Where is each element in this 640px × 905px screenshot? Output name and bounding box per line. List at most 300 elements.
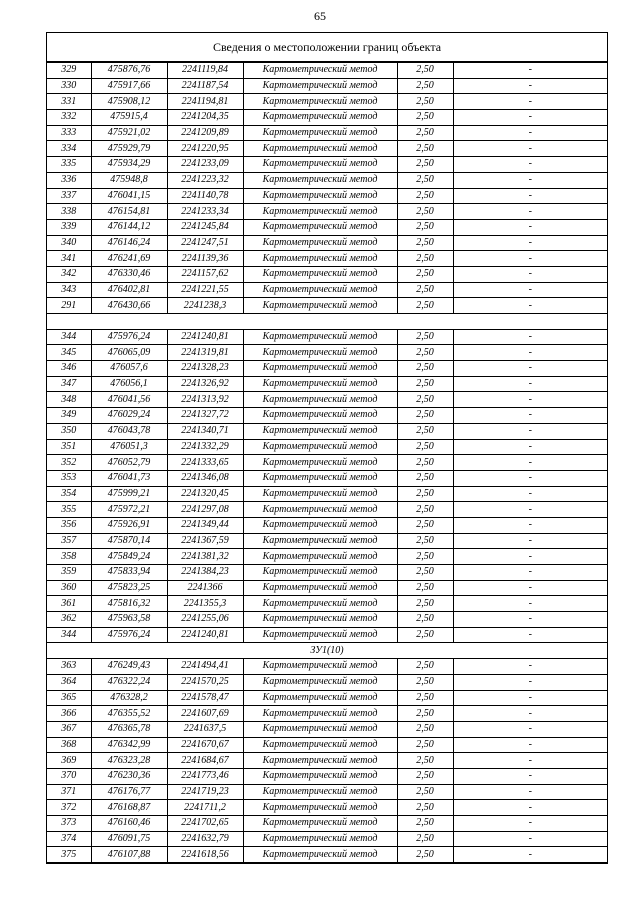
description-cell: - <box>453 565 607 581</box>
x-coordinate-cell: 475972,21 <box>91 502 167 518</box>
point-number-cell: 336 <box>47 172 91 188</box>
accuracy-cell: 2,50 <box>397 768 453 784</box>
description-cell: - <box>453 737 607 753</box>
table-row <box>47 486 607 502</box>
method-cell: Картометрический метод <box>243 408 397 424</box>
point-number-cell: 341 <box>47 251 91 267</box>
method-cell: Картометрический метод <box>243 298 397 314</box>
description-cell: - <box>453 157 607 173</box>
accuracy-cell: 2,50 <box>397 78 453 94</box>
table-row <box>47 219 607 235</box>
table-row <box>47 612 607 628</box>
point-number-cell: 358 <box>47 549 91 565</box>
accuracy-cell: 2,50 <box>397 141 453 157</box>
description-cell: - <box>453 580 607 596</box>
description-cell: - <box>453 408 607 424</box>
method-cell: Картометрический метод <box>243 439 397 455</box>
x-coordinate-cell: 476043,78 <box>91 423 167 439</box>
description-cell: - <box>453 204 607 220</box>
accuracy-cell: 2,50 <box>397 376 453 392</box>
y-coordinate-cell: 2241240,81 <box>167 627 243 643</box>
description-cell: - <box>453 831 607 847</box>
method-cell: Картометрический метод <box>243 784 397 800</box>
point-number-cell: 348 <box>47 392 91 408</box>
y-coordinate-cell: 2241187,54 <box>167 78 243 94</box>
x-coordinate-cell: 476041,56 <box>91 392 167 408</box>
x-coordinate-cell: 475876,76 <box>91 63 167 79</box>
x-coordinate-cell: 475823,25 <box>91 580 167 596</box>
table-row <box>47 737 607 753</box>
accuracy-cell: 2,50 <box>397 831 453 847</box>
x-coordinate-cell: 476355,52 <box>91 706 167 722</box>
table-row <box>47 816 607 832</box>
table-row <box>47 706 607 722</box>
accuracy-cell: 2,50 <box>397 235 453 251</box>
x-coordinate-cell: 476041,73 <box>91 470 167 486</box>
method-cell: Картометрический метод <box>243 329 397 345</box>
x-coordinate-cell: 475999,21 <box>91 486 167 502</box>
accuracy-cell: 2,50 <box>397 219 453 235</box>
y-coordinate-cell: 2241240,81 <box>167 329 243 345</box>
description-cell: - <box>453 392 607 408</box>
description-cell: - <box>453 753 607 769</box>
point-number-cell: 330 <box>47 78 91 94</box>
section-label: ЗУ1(10) <box>47 643 607 659</box>
point-number-cell: 350 <box>47 423 91 439</box>
method-cell: Картометрический метод <box>243 706 397 722</box>
description-cell: - <box>453 361 607 377</box>
method-cell: Картометрический метод <box>243 690 397 706</box>
y-coordinate-cell: 2241346,08 <box>167 470 243 486</box>
y-coordinate-cell: 2241637,5 <box>167 721 243 737</box>
x-coordinate-cell: 475833,94 <box>91 565 167 581</box>
accuracy-cell: 2,50 <box>397 612 453 628</box>
accuracy-cell: 2,50 <box>397 721 453 737</box>
description-cell: - <box>453 188 607 204</box>
table-row <box>47 502 607 518</box>
accuracy-cell: 2,50 <box>397 329 453 345</box>
point-number-cell: 339 <box>47 219 91 235</box>
table-row <box>47 847 607 863</box>
description-cell: - <box>453 282 607 298</box>
accuracy-cell: 2,50 <box>397 439 453 455</box>
x-coordinate-cell: 476323,28 <box>91 753 167 769</box>
table-row <box>47 549 607 565</box>
point-number-cell: 369 <box>47 753 91 769</box>
table-row <box>47 345 607 361</box>
table-row <box>47 266 607 282</box>
y-coordinate-cell: 2241220,95 <box>167 141 243 157</box>
method-cell: Картометрический метод <box>243 141 397 157</box>
accuracy-cell: 2,50 <box>397 63 453 79</box>
x-coordinate-cell: 476029,24 <box>91 408 167 424</box>
y-coordinate-cell: 2241157,62 <box>167 266 243 282</box>
y-coordinate-cell: 2241381,32 <box>167 549 243 565</box>
y-coordinate-cell: 2241328,23 <box>167 361 243 377</box>
method-cell: Картометрический метод <box>243 753 397 769</box>
accuracy-cell: 2,50 <box>397 172 453 188</box>
y-coordinate-cell: 2241139,36 <box>167 251 243 267</box>
x-coordinate-cell: 476342,99 <box>91 737 167 753</box>
x-coordinate-cell: 475934,29 <box>91 157 167 173</box>
description-cell: - <box>453 63 607 79</box>
description-cell: - <box>453 141 607 157</box>
y-coordinate-cell: 2241320,45 <box>167 486 243 502</box>
description-cell: - <box>453 235 607 251</box>
point-number-cell: 331 <box>47 94 91 110</box>
accuracy-cell: 2,50 <box>397 706 453 722</box>
accuracy-cell: 2,50 <box>397 502 453 518</box>
point-number-cell: 361 <box>47 596 91 612</box>
method-cell: Картометрический метод <box>243 78 397 94</box>
point-number-cell: 372 <box>47 800 91 816</box>
x-coordinate-cell: 476065,09 <box>91 345 167 361</box>
method-cell: Картометрический метод <box>243 251 397 267</box>
method-cell: Картометрический метод <box>243 361 397 377</box>
x-coordinate-cell: 476160,46 <box>91 816 167 832</box>
point-number-cell: 363 <box>47 659 91 675</box>
y-coordinate-cell: 2241632,79 <box>167 831 243 847</box>
accuracy-cell: 2,50 <box>397 110 453 126</box>
y-coordinate-cell: 2241333,65 <box>167 455 243 471</box>
x-coordinate-cell: 475915,4 <box>91 110 167 126</box>
method-cell: Картометрический метод <box>243 580 397 596</box>
table-row <box>47 831 607 847</box>
description-cell: - <box>453 251 607 267</box>
y-coordinate-cell: 2241702,65 <box>167 816 243 832</box>
y-coordinate-cell: 2241367,59 <box>167 533 243 549</box>
table-row <box>47 423 607 439</box>
x-coordinate-cell: 476091,75 <box>91 831 167 847</box>
method-cell: Картометрический метод <box>243 596 397 612</box>
description-cell: - <box>453 847 607 863</box>
description-cell: - <box>453 816 607 832</box>
accuracy-cell: 2,50 <box>397 125 453 141</box>
point-number-cell: 356 <box>47 517 91 533</box>
point-number-cell: 347 <box>47 376 91 392</box>
y-coordinate-cell: 2241255,06 <box>167 612 243 628</box>
y-coordinate-cell: 2241233,34 <box>167 204 243 220</box>
point-number-cell: 373 <box>47 816 91 832</box>
method-cell: Картометрический метод <box>243 721 397 737</box>
method-cell: Картометрический метод <box>243 831 397 847</box>
table-row <box>47 659 607 675</box>
table-row <box>47 110 607 126</box>
description-cell: - <box>453 612 607 628</box>
description-cell: - <box>453 659 607 675</box>
y-coordinate-cell: 2241494,41 <box>167 659 243 675</box>
description-cell: - <box>453 690 607 706</box>
method-cell: Картометрический метод <box>243 188 397 204</box>
point-number-cell: 359 <box>47 565 91 581</box>
y-coordinate-cell: 2241326,92 <box>167 376 243 392</box>
x-coordinate-cell: 475849,24 <box>91 549 167 565</box>
table-row <box>47 63 607 79</box>
description-cell: - <box>453 470 607 486</box>
x-coordinate-cell: 476230,36 <box>91 768 167 784</box>
description-cell: - <box>453 172 607 188</box>
method-cell: Картометрический метод <box>243 502 397 518</box>
accuracy-cell: 2,50 <box>397 659 453 675</box>
description-cell: - <box>453 376 607 392</box>
x-coordinate-cell: 476057,6 <box>91 361 167 377</box>
x-coordinate-cell: 475870,14 <box>91 533 167 549</box>
table-row <box>47 470 607 486</box>
accuracy-cell: 2,50 <box>397 533 453 549</box>
point-number-cell: 371 <box>47 784 91 800</box>
method-cell: Картометрический метод <box>243 235 397 251</box>
table-row <box>47 361 607 377</box>
table-row <box>47 596 607 612</box>
description-cell: - <box>453 502 607 518</box>
table-row <box>47 282 607 298</box>
point-number-cell: 349 <box>47 408 91 424</box>
x-coordinate-cell: 475948,8 <box>91 172 167 188</box>
section-separator-row <box>47 643 607 659</box>
method-cell: Картометрический метод <box>243 110 397 126</box>
accuracy-cell: 2,50 <box>397 800 453 816</box>
accuracy-cell: 2,50 <box>397 580 453 596</box>
description-cell: - <box>453 721 607 737</box>
accuracy-cell: 2,50 <box>397 549 453 565</box>
y-coordinate-cell: 2241221,55 <box>167 282 243 298</box>
x-coordinate-cell: 476146,24 <box>91 235 167 251</box>
table-row <box>47 94 607 110</box>
description-cell: - <box>453 345 607 361</box>
x-coordinate-cell: 476041,15 <box>91 188 167 204</box>
description-cell: - <box>453 298 607 314</box>
accuracy-cell: 2,50 <box>397 753 453 769</box>
method-cell: Картометрический метод <box>243 627 397 643</box>
table-row <box>47 251 607 267</box>
accuracy-cell: 2,50 <box>397 737 453 753</box>
coordinates-table-body <box>47 63 607 863</box>
y-coordinate-cell: 2241349,44 <box>167 517 243 533</box>
description-cell: - <box>453 596 607 612</box>
x-coordinate-cell: 476365,78 <box>91 721 167 737</box>
table-row <box>47 188 607 204</box>
table-row <box>47 392 607 408</box>
method-cell: Картометрический метод <box>243 219 397 235</box>
method-cell: Картометрический метод <box>243 282 397 298</box>
method-cell: Картометрический метод <box>243 674 397 690</box>
y-coordinate-cell: 2241223,32 <box>167 172 243 188</box>
method-cell: Картометрический метод <box>243 533 397 549</box>
y-coordinate-cell: 2241194,81 <box>167 94 243 110</box>
y-coordinate-cell: 2241570,25 <box>167 674 243 690</box>
description-cell: - <box>453 110 607 126</box>
point-number-cell: 332 <box>47 110 91 126</box>
table-row <box>47 627 607 643</box>
point-number-cell: 353 <box>47 470 91 486</box>
description-cell: - <box>453 517 607 533</box>
point-number-cell: 340 <box>47 235 91 251</box>
accuracy-cell: 2,50 <box>397 690 453 706</box>
table-row <box>47 455 607 471</box>
point-number-cell: 337 <box>47 188 91 204</box>
x-coordinate-cell: 475921,02 <box>91 125 167 141</box>
point-number-cell: 360 <box>47 580 91 596</box>
description-cell: - <box>453 219 607 235</box>
page-number: 65 <box>314 9 326 23</box>
table-row <box>47 204 607 220</box>
description-cell: - <box>453 706 607 722</box>
point-number-cell: 343 <box>47 282 91 298</box>
table-row <box>47 329 607 345</box>
y-coordinate-cell: 2241578,47 <box>167 690 243 706</box>
accuracy-cell: 2,50 <box>397 94 453 110</box>
table-row <box>47 533 607 549</box>
x-coordinate-cell: 476402,81 <box>91 282 167 298</box>
table-row <box>47 721 607 737</box>
accuracy-cell: 2,50 <box>397 517 453 533</box>
x-coordinate-cell: 475917,66 <box>91 78 167 94</box>
accuracy-cell: 2,50 <box>397 298 453 314</box>
x-coordinate-cell: 475976,24 <box>91 627 167 643</box>
point-number-cell: 367 <box>47 721 91 737</box>
x-coordinate-cell: 476056,1 <box>91 376 167 392</box>
y-coordinate-cell: 2241319,81 <box>167 345 243 361</box>
method-cell: Картометрический метод <box>243 125 397 141</box>
method-cell: Картометрический метод <box>243 486 397 502</box>
table-row <box>47 800 607 816</box>
table-row <box>47 172 607 188</box>
x-coordinate-cell: 475908,12 <box>91 94 167 110</box>
accuracy-cell: 2,50 <box>397 565 453 581</box>
method-cell: Картометрический метод <box>243 800 397 816</box>
point-number-cell: 375 <box>47 847 91 863</box>
point-number-cell: 333 <box>47 125 91 141</box>
description-cell: - <box>453 533 607 549</box>
x-coordinate-cell: 476052,79 <box>91 455 167 471</box>
table-row <box>47 235 607 251</box>
method-cell: Картометрический метод <box>243 737 397 753</box>
y-coordinate-cell: 2241618,56 <box>167 847 243 863</box>
point-number-cell: 365 <box>47 690 91 706</box>
accuracy-cell: 2,50 <box>397 408 453 424</box>
y-coordinate-cell: 2241238,3 <box>167 298 243 314</box>
table-row <box>47 408 607 424</box>
table-row <box>47 125 607 141</box>
accuracy-cell: 2,50 <box>397 392 453 408</box>
accuracy-cell: 2,50 <box>397 188 453 204</box>
table-row <box>47 517 607 533</box>
description-cell: - <box>453 549 607 565</box>
point-number-cell: 334 <box>47 141 91 157</box>
point-number-cell: 374 <box>47 831 91 847</box>
point-number-cell: 329 <box>47 63 91 79</box>
table-row <box>47 565 607 581</box>
y-coordinate-cell: 2241204,35 <box>167 110 243 126</box>
method-cell: Картометрический метод <box>243 470 397 486</box>
table-row <box>47 78 607 94</box>
coordinates-table <box>47 62 607 863</box>
y-coordinate-cell: 2241684,67 <box>167 753 243 769</box>
method-cell: Картометрический метод <box>243 157 397 173</box>
y-coordinate-cell: 2241355,3 <box>167 596 243 612</box>
x-coordinate-cell: 476107,88 <box>91 847 167 863</box>
x-coordinate-cell: 476144,12 <box>91 219 167 235</box>
point-number-cell: 364 <box>47 674 91 690</box>
point-number-cell: 370 <box>47 768 91 784</box>
x-coordinate-cell: 476430,66 <box>91 298 167 314</box>
point-number-cell: 357 <box>47 533 91 549</box>
accuracy-cell: 2,50 <box>397 361 453 377</box>
description-cell: - <box>453 125 607 141</box>
x-coordinate-cell: 475976,24 <box>91 329 167 345</box>
method-cell: Картометрический метод <box>243 816 397 832</box>
accuracy-cell: 2,50 <box>397 627 453 643</box>
y-coordinate-cell: 2241209,89 <box>167 125 243 141</box>
method-cell: Картометрический метод <box>243 63 397 79</box>
table-row <box>47 784 607 800</box>
x-coordinate-cell: 476154,81 <box>91 204 167 220</box>
point-number-cell: 351 <box>47 439 91 455</box>
x-coordinate-cell: 476330,46 <box>91 266 167 282</box>
description-cell: - <box>453 423 607 439</box>
point-number-cell: 368 <box>47 737 91 753</box>
accuracy-cell: 2,50 <box>397 486 453 502</box>
x-coordinate-cell: 475963,58 <box>91 612 167 628</box>
y-coordinate-cell: 2241233,09 <box>167 157 243 173</box>
y-coordinate-cell: 2241670,67 <box>167 737 243 753</box>
method-cell: Картометрический метод <box>243 549 397 565</box>
point-number-cell: 352 <box>47 455 91 471</box>
accuracy-cell: 2,50 <box>397 784 453 800</box>
section-label <box>47 314 607 330</box>
description-cell: - <box>453 329 607 345</box>
method-cell: Картометрический метод <box>243 423 397 439</box>
point-number-cell: 291 <box>47 298 91 314</box>
y-coordinate-cell: 2241607,69 <box>167 706 243 722</box>
method-cell: Картометрический метод <box>243 565 397 581</box>
accuracy-cell: 2,50 <box>397 423 453 439</box>
y-coordinate-cell: 2241384,23 <box>167 565 243 581</box>
table-row <box>47 768 607 784</box>
description-cell: - <box>453 266 607 282</box>
y-coordinate-cell: 2241719,23 <box>167 784 243 800</box>
x-coordinate-cell: 476051,3 <box>91 439 167 455</box>
method-cell: Картометрический метод <box>243 172 397 188</box>
point-number-cell: 335 <box>47 157 91 173</box>
table-row <box>47 753 607 769</box>
point-number-cell: 338 <box>47 204 91 220</box>
method-cell: Картометрический метод <box>243 266 397 282</box>
x-coordinate-cell: 476168,87 <box>91 800 167 816</box>
point-number-cell: 344 <box>47 329 91 345</box>
y-coordinate-cell: 2241332,29 <box>167 439 243 455</box>
y-coordinate-cell: 2241773,46 <box>167 768 243 784</box>
x-coordinate-cell: 476176,77 <box>91 784 167 800</box>
y-coordinate-cell: 2241140,78 <box>167 188 243 204</box>
method-cell: Картометрический метод <box>243 847 397 863</box>
description-cell: - <box>453 784 607 800</box>
point-number-cell: 355 <box>47 502 91 518</box>
y-coordinate-cell: 2241247,51 <box>167 235 243 251</box>
description-cell: - <box>453 674 607 690</box>
table-title: Сведения о местоположении границ объекта <box>47 33 607 62</box>
description-cell: - <box>453 627 607 643</box>
method-cell: Картометрический метод <box>243 455 397 471</box>
x-coordinate-cell: 475926,91 <box>91 517 167 533</box>
section-separator-row <box>47 314 607 330</box>
y-coordinate-cell: 2241340,71 <box>167 423 243 439</box>
accuracy-cell: 2,50 <box>397 596 453 612</box>
point-number-cell: 342 <box>47 266 91 282</box>
description-cell: - <box>453 439 607 455</box>
accuracy-cell: 2,50 <box>397 266 453 282</box>
table-row <box>47 580 607 596</box>
